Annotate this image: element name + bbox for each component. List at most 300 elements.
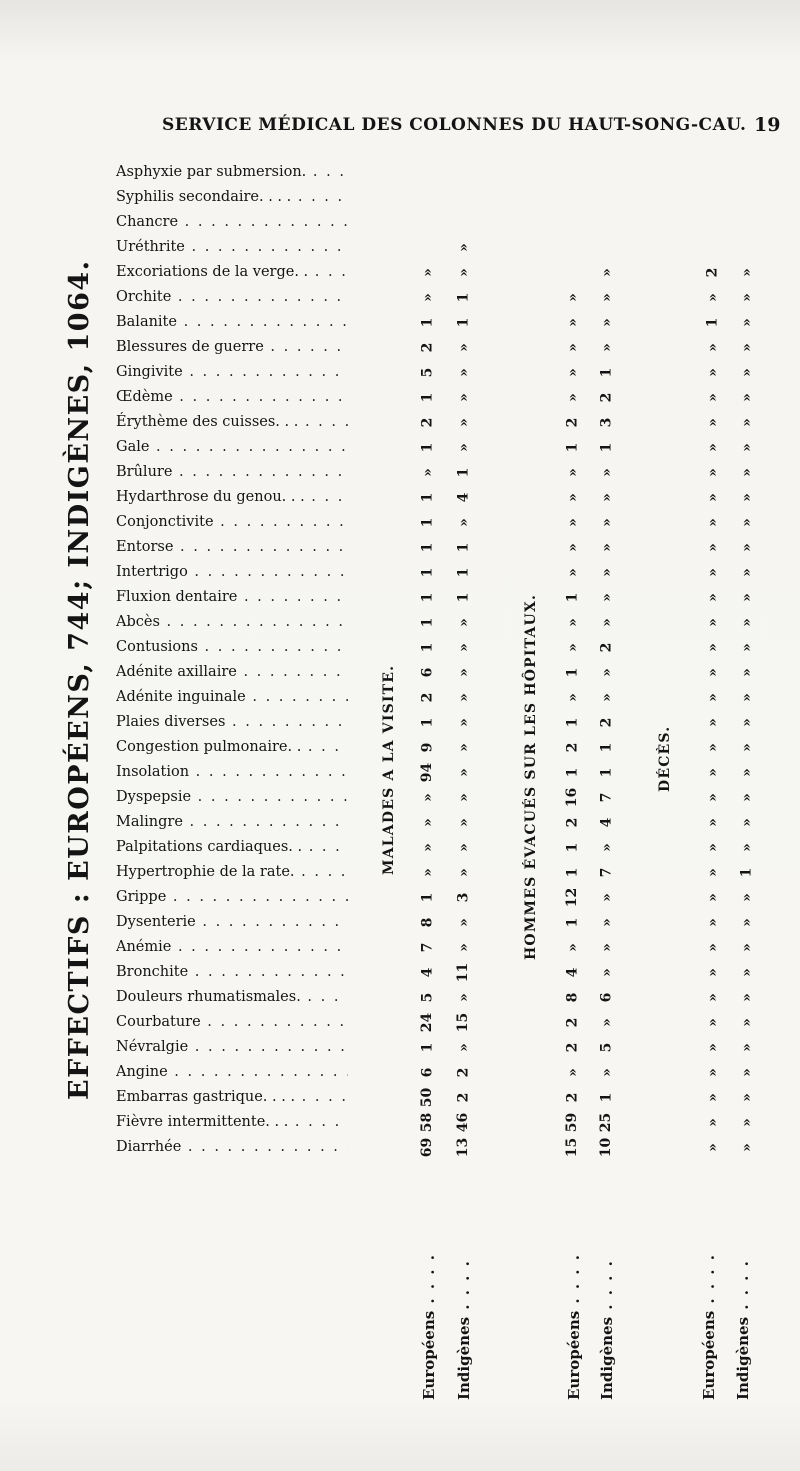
table-cell — [594, 1060, 620, 1085]
cell-value: » — [564, 643, 581, 652]
cell-value: » — [704, 793, 721, 802]
cell-value: » — [564, 543, 581, 552]
cell-value: » — [419, 793, 436, 802]
cell-value: 1 — [419, 542, 436, 553]
disease-label: Entorse — [116, 539, 174, 555]
cell-value: 24 — [419, 1012, 436, 1033]
cell-value: » — [419, 868, 436, 877]
table-cell — [700, 660, 726, 685]
table-cell — [594, 1010, 620, 1035]
table-cell — [734, 1110, 760, 1135]
cell-value: » — [455, 343, 472, 352]
cell-value: 6 — [419, 667, 436, 678]
cell-value: » — [564, 468, 581, 477]
cell-value: » — [738, 643, 755, 652]
cell-value: 7 — [598, 792, 615, 803]
table-cell — [700, 885, 726, 910]
disease-label: Plaies diverses — [116, 714, 226, 730]
cell-value: 2 — [455, 1092, 472, 1103]
disease-row — [116, 735, 348, 760]
table-cell — [700, 860, 726, 885]
table-cell — [415, 310, 441, 335]
table-cell — [451, 885, 477, 910]
disease-label: Conjonctivite — [116, 514, 214, 530]
cell-value: » — [564, 318, 581, 327]
cell-value: 6 — [598, 992, 615, 1003]
cell-value: 1 — [598, 742, 615, 753]
table-cell — [700, 760, 726, 785]
table-cell — [451, 1035, 477, 1060]
table-cell — [560, 1035, 586, 1060]
cell-value: 1 — [419, 642, 436, 653]
cell-value: » — [455, 818, 472, 827]
table-cell — [560, 860, 586, 885]
disease-row — [116, 485, 348, 510]
table-cell — [415, 360, 441, 385]
disease-label: Excoriations de la verge. . — [116, 264, 309, 280]
cell-value: » — [704, 818, 721, 827]
cell-value: » — [738, 443, 755, 452]
cell-value: 2 — [598, 717, 615, 728]
cell-value: 2 — [419, 342, 436, 353]
cell-value: 1 — [419, 1042, 436, 1053]
cell-value: » — [455, 943, 472, 952]
table-cell — [594, 310, 620, 335]
table-cell — [560, 1110, 586, 1135]
cell-value: 1 — [419, 492, 436, 503]
table-cell — [594, 585, 620, 610]
table-cell — [415, 1010, 441, 1035]
disease-label: Orchite — [116, 289, 172, 305]
table-cell — [415, 435, 441, 460]
table-cell — [415, 385, 441, 410]
cell-value: » — [598, 918, 615, 927]
disease-label: Balanite — [116, 314, 177, 330]
table-cell — [734, 1035, 760, 1060]
disease-row — [116, 385, 348, 410]
table-cell — [734, 1085, 760, 1110]
cell-value: 1 — [419, 517, 436, 528]
cell-value: 1 — [419, 317, 436, 328]
disease-label: Adénite inguinale — [116, 689, 246, 705]
table-cell — [594, 910, 620, 935]
table-cell — [560, 1010, 586, 1035]
disease-row — [116, 1110, 348, 1135]
cell-value: » — [738, 768, 755, 777]
disease-label: Dysenterie — [116, 914, 196, 930]
disease-label: Abcès — [116, 614, 160, 630]
table-cell — [560, 535, 586, 560]
cell-value: » — [704, 493, 721, 502]
cell-value: » — [419, 818, 436, 827]
cell-value: » — [598, 343, 615, 352]
disease-label: Angine — [116, 1064, 168, 1080]
table-cell — [415, 935, 441, 960]
cell-value: » — [704, 918, 721, 927]
disease-label: Insolation — [116, 764, 190, 780]
table-cell — [594, 360, 620, 385]
table-cell — [734, 860, 760, 885]
disease-label: Diarrhée — [116, 1139, 182, 1155]
table-cell — [451, 1135, 477, 1160]
cell-value: 1 — [455, 592, 472, 603]
table-cell — [594, 710, 620, 735]
table-cell — [560, 460, 586, 485]
table-cell — [451, 760, 477, 785]
table-cell — [451, 810, 477, 835]
cell-value: » — [704, 943, 721, 952]
disease-row — [116, 785, 348, 810]
table-cell — [415, 510, 441, 535]
table-cell — [560, 435, 586, 460]
cell-value: » — [704, 868, 721, 877]
cell-value: » — [738, 1018, 755, 1027]
table-cell — [415, 285, 441, 310]
disease-row — [116, 885, 348, 910]
table-cell — [451, 1060, 477, 1085]
cell-value: » — [738, 693, 755, 702]
table-cell — [700, 960, 726, 985]
disease-label: Malingre — [116, 814, 183, 830]
cell-value: » — [738, 918, 755, 927]
cell-value: » — [704, 1143, 721, 1152]
table-cell — [451, 460, 477, 485]
cell-value: » — [704, 768, 721, 777]
table-cell — [415, 960, 441, 985]
table-cell — [560, 310, 586, 335]
table-cell — [560, 410, 586, 435]
disease-row — [116, 210, 348, 235]
cell-value: 5 — [419, 992, 436, 1003]
cell-value: » — [455, 718, 472, 727]
table-cell — [594, 485, 620, 510]
disease-label: Fièvre intermittente. . . — [116, 1114, 289, 1130]
table-cell — [560, 785, 586, 810]
cell-value: » — [704, 518, 721, 527]
disease-row — [116, 760, 348, 785]
cell-value: 25 — [598, 1112, 615, 1133]
cell-value: » — [455, 643, 472, 652]
cell-value: 1 — [598, 767, 615, 778]
cell-value: » — [738, 1093, 755, 1102]
disease-label: Douleurs rhumatismales. — [116, 989, 301, 1005]
table-cell — [734, 560, 760, 585]
cell-value: » — [455, 518, 472, 527]
table-cell — [700, 260, 726, 285]
table-cell — [594, 1110, 620, 1135]
disease-row — [116, 1135, 348, 1160]
cell-value: » — [564, 568, 581, 577]
table-cell — [451, 485, 477, 510]
cell-value: 4 — [455, 492, 472, 503]
cell-value: » — [738, 993, 755, 1002]
disease-label: Asphyxie par submersion. — [116, 164, 307, 180]
cell-value: 4 — [564, 967, 581, 978]
cell-value: » — [704, 1118, 721, 1127]
disease-row — [116, 1085, 348, 1110]
cell-value: » — [598, 843, 615, 852]
table-cell — [560, 485, 586, 510]
cell-value: » — [455, 843, 472, 852]
table-cell — [560, 935, 586, 960]
table-cell — [700, 435, 726, 460]
cell-value: » — [738, 268, 755, 277]
cell-value: 2 — [598, 392, 615, 403]
cell-value: 2 — [598, 642, 615, 653]
table-cell — [734, 1135, 760, 1160]
cell-value: 2 — [564, 1042, 581, 1053]
cell-value: » — [704, 368, 721, 377]
table-cell — [560, 1085, 586, 1110]
cell-value: » — [564, 493, 581, 502]
table-cell — [700, 385, 726, 410]
cell-value: » — [738, 1043, 755, 1052]
disease-row — [116, 185, 348, 210]
table-cell — [451, 535, 477, 560]
disease-row — [116, 285, 348, 310]
cell-value: » — [704, 543, 721, 552]
cell-value: » — [564, 618, 581, 627]
disease-label: Hydarthrose du genou. . . — [116, 489, 305, 505]
table-cell — [594, 435, 620, 460]
cell-value: » — [564, 1068, 581, 1077]
table-cell — [734, 310, 760, 335]
cell-value: 11 — [455, 962, 472, 983]
cell-value: » — [704, 718, 721, 727]
cell-value: » — [738, 668, 755, 677]
table-cell — [451, 785, 477, 810]
table-cell — [560, 360, 586, 385]
table-cell — [451, 260, 477, 285]
cell-value: 9 — [419, 742, 436, 753]
cell-value: » — [598, 468, 615, 477]
table-cell — [415, 635, 441, 660]
cell-value: » — [738, 893, 755, 902]
disease-label: Névralgie — [116, 1039, 189, 1055]
cell-value: 50 — [419, 1087, 436, 1108]
cell-value: » — [419, 468, 436, 477]
cell-value: » — [738, 293, 755, 302]
table-cell — [560, 885, 586, 910]
cell-value: » — [598, 568, 615, 577]
disease-row — [116, 860, 348, 885]
cell-value: 1 — [598, 1092, 615, 1103]
table-cell — [451, 560, 477, 585]
table-cell — [734, 885, 760, 910]
table-cell — [734, 610, 760, 635]
cell-value: » — [704, 1018, 721, 1027]
cell-value: » — [455, 993, 472, 1002]
cell-value: » — [598, 293, 615, 302]
cell-value: » — [738, 518, 755, 527]
cell-value: 1 — [455, 467, 472, 478]
table-cell — [451, 710, 477, 735]
cell-value: 1 — [598, 367, 615, 378]
table-cell — [451, 310, 477, 335]
table-cell — [700, 1110, 726, 1135]
table-cell — [560, 810, 586, 835]
table-cell — [415, 785, 441, 810]
cell-value: » — [738, 1143, 755, 1152]
cell-value: » — [738, 968, 755, 977]
cell-value: » — [598, 668, 615, 677]
cell-value: 3 — [598, 417, 615, 428]
table-cell — [734, 985, 760, 1010]
table-cell — [415, 610, 441, 635]
cell-value: » — [704, 443, 721, 452]
table-cell — [415, 585, 441, 610]
cell-value: 1 — [598, 442, 615, 453]
table-cell — [700, 835, 726, 860]
table-cell — [594, 885, 620, 910]
cell-value: » — [598, 318, 615, 327]
table-cell — [594, 810, 620, 835]
cell-value: 69 — [419, 1137, 436, 1158]
table-cell — [734, 685, 760, 710]
cell-value: 12 — [564, 887, 581, 908]
disease-row — [116, 810, 348, 835]
cell-value: 1 — [564, 717, 581, 728]
disease-label: Anémie — [116, 939, 172, 955]
table-cell — [734, 785, 760, 810]
table-cell — [451, 1110, 477, 1135]
table-cell — [415, 410, 441, 435]
table-cell — [415, 660, 441, 685]
table-cell — [734, 335, 760, 360]
cell-value: » — [704, 618, 721, 627]
disease-row — [116, 260, 348, 285]
table-cell — [451, 960, 477, 985]
disease-row — [116, 560, 348, 585]
table-cell — [451, 410, 477, 435]
table-cell — [700, 460, 726, 485]
cell-value: 1 — [455, 567, 472, 578]
table-cell — [415, 685, 441, 710]
table-cell — [734, 510, 760, 535]
disease-row — [116, 160, 348, 185]
cell-value: 3 — [455, 892, 472, 903]
table-cell — [415, 535, 441, 560]
table-cell — [560, 285, 586, 310]
cell-value: » — [455, 1043, 472, 1052]
cell-value: » — [455, 368, 472, 377]
disease-row — [116, 910, 348, 935]
table-cell — [734, 1010, 760, 1035]
cell-value: 2 — [564, 1017, 581, 1028]
disease-row — [116, 710, 348, 735]
cell-value: » — [704, 468, 721, 477]
cell-value: » — [738, 743, 755, 752]
cell-value: » — [738, 543, 755, 552]
table-cell — [700, 685, 726, 710]
disease-row — [116, 685, 348, 710]
table-cell — [700, 1085, 726, 1110]
table-cell — [451, 735, 477, 760]
cell-value: 1 — [419, 442, 436, 453]
cell-value: 1 — [564, 867, 581, 878]
cell-value: » — [455, 743, 472, 752]
cell-value: » — [598, 518, 615, 527]
disease-label: Dyspepsie — [116, 789, 192, 805]
cell-value: 7 — [598, 867, 615, 878]
table-cell — [594, 835, 620, 860]
cell-value: 1 — [419, 392, 436, 403]
disease-row — [116, 960, 348, 985]
disease-label: Hypertrophie de la rate. — [116, 864, 295, 880]
table-cell — [560, 335, 586, 360]
table-cell — [451, 610, 477, 635]
table-cell — [734, 535, 760, 560]
cell-value: 7 — [419, 942, 436, 953]
table-cell — [594, 335, 620, 360]
table-cell — [594, 1035, 620, 1060]
row-label-evacues-europeens: Européens . . . . — [565, 1253, 583, 1400]
disease-label: Adénite axillaire — [116, 664, 237, 680]
table-cell — [700, 735, 726, 760]
cell-value: » — [455, 868, 472, 877]
table-cell — [594, 510, 620, 535]
cell-value: » — [564, 393, 581, 402]
cell-value: » — [564, 293, 581, 302]
disease-label: Gingivite — [116, 364, 183, 380]
cell-value: » — [738, 368, 755, 377]
cell-value: 1 — [419, 717, 436, 728]
table-cell — [700, 1010, 726, 1035]
table-cell — [700, 910, 726, 935]
cell-value: 4 — [598, 817, 615, 828]
cell-value: » — [704, 743, 721, 752]
table-cell — [415, 485, 441, 510]
table-cell — [594, 560, 620, 585]
table-cell — [415, 910, 441, 935]
disease-row — [116, 510, 348, 535]
table-cell — [560, 760, 586, 785]
cell-value: 1 — [704, 317, 721, 328]
table-cell — [700, 1035, 726, 1060]
cell-value: » — [738, 943, 755, 952]
table-cell — [700, 985, 726, 1010]
disease-row — [116, 610, 348, 635]
cell-value: » — [419, 843, 436, 852]
cell-value: » — [738, 818, 755, 827]
cell-value: » — [704, 343, 721, 352]
table-cell — [594, 785, 620, 810]
row-label-evacues-indigenes: Indigènes . . . . — [598, 1259, 616, 1400]
cell-value: 1 — [564, 767, 581, 778]
table-cell — [451, 985, 477, 1010]
disease-row — [116, 660, 348, 685]
table-cell — [700, 535, 726, 560]
cell-value: » — [564, 693, 581, 702]
section-title-evacues: HOMMES ÉVACUÉS SUR LES HÔPITAUX. — [523, 593, 539, 960]
header-title: SERVICE MÉDICAL DES COLONNES DU HAUT-SONG-CAU. — [162, 115, 747, 135]
table-cell — [700, 485, 726, 510]
table-cell — [734, 910, 760, 935]
cell-value: 1 — [738, 867, 755, 878]
disease-row — [116, 335, 348, 360]
table-cell — [560, 1135, 586, 1160]
cell-value: » — [704, 643, 721, 652]
disease-label: Bronchite — [116, 964, 189, 980]
table-cell — [594, 610, 620, 635]
disease-row — [116, 1010, 348, 1035]
cell-value: 1 — [455, 542, 472, 553]
cell-value: 5 — [419, 367, 436, 378]
cell-value: » — [704, 1068, 721, 1077]
table-cell — [594, 960, 620, 985]
cell-value: » — [564, 943, 581, 952]
cell-value: 2 — [564, 417, 581, 428]
